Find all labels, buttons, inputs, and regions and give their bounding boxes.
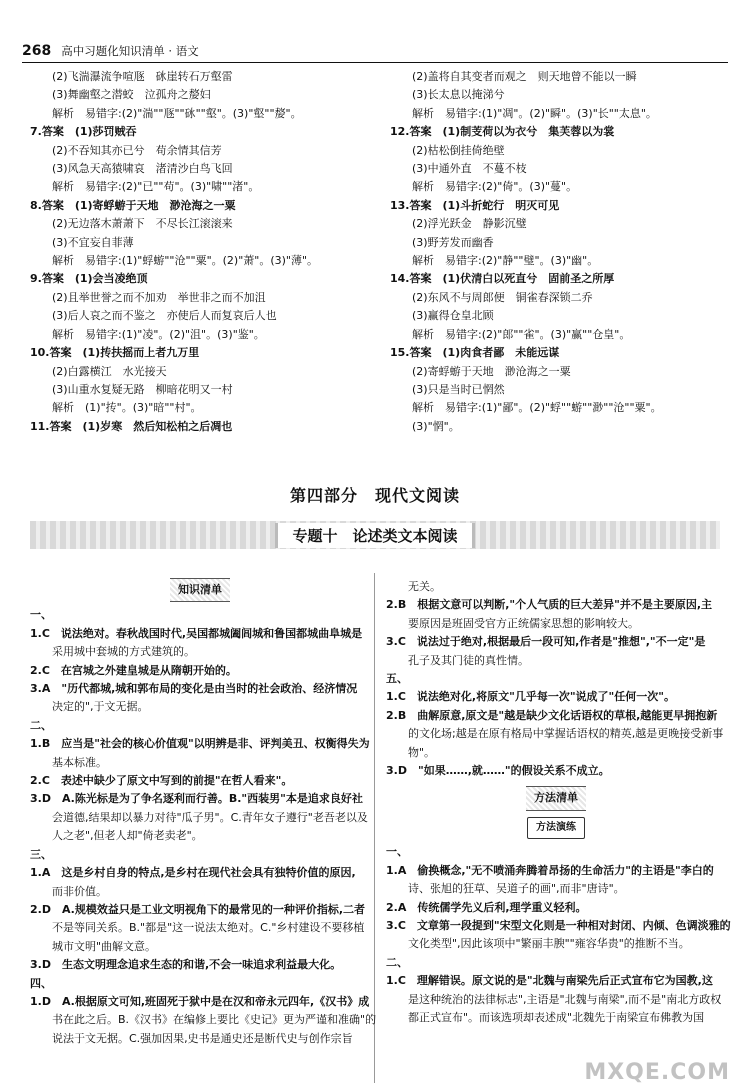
text-line: 1.D A.根据原文可知,班固死于狱中是在汉和帝永元四年,《汉书》成 bbox=[30, 994, 370, 1008]
text-line: (3)风急天高猿啸哀 渚清沙白鸟飞回 bbox=[52, 162, 233, 176]
text-line: (2)东风不与周郎便 铜雀春深锁二乔 bbox=[412, 290, 593, 304]
method-practice-label: 方法演练 bbox=[527, 817, 585, 839]
text-line: (2)无边落木萧萧下 不尽长江滚滚来 bbox=[52, 217, 233, 231]
bottom-left-column bbox=[30, 578, 377, 1048]
text-line: 3.D "如果……,就……"的假设关系不成立。 bbox=[386, 764, 610, 778]
text-line: 物"。 bbox=[408, 745, 436, 759]
topic-banner bbox=[30, 521, 720, 549]
text-line: (3)野芳发而幽香 bbox=[412, 235, 494, 249]
text-line: (3)舞幽壑之潜蛟 泣孤舟之嫠妇 bbox=[52, 88, 211, 102]
text-line: 3.D A.陈光标是为了争名逐利而行善。B."西装男"本是追求良好社 bbox=[30, 792, 363, 806]
text-line: 解析 易错字:(2)"已""苟"。(3)"啸""渚"。 bbox=[52, 180, 260, 194]
text-line: (3)只是当时已惘然 bbox=[412, 382, 505, 396]
text-line: 2.C 在宫城之外建皇城是从隋朝开始的。 bbox=[30, 663, 237, 677]
section-title: 第四部分 现代文阅读 bbox=[289, 486, 460, 505]
text-line: 解析 易错字:(1)"凋"。(2)"瞬"。(3)"长""太息"。 bbox=[412, 106, 657, 120]
text-line: 解析 易错字:(2)"静""璧"。(3)"幽"。 bbox=[412, 254, 599, 268]
page-number: 268 bbox=[22, 43, 52, 59]
text-line: 1.B 应当是"社会的核心价值观"以明辨是非、评判美丑、权衡得失为 bbox=[30, 737, 370, 751]
text-line: (3)"惘"。 bbox=[412, 419, 460, 433]
text-line: 2.B 曲解原意,原文是"越是缺少文化话语权的草根,越能更早拥抱新 bbox=[386, 708, 718, 722]
text-line: (2)寄蜉蝣于天地 渺沧海之一粟 bbox=[412, 364, 571, 378]
knowledge-list-continued bbox=[386, 578, 726, 780]
method-badge: 方法清单 bbox=[526, 786, 586, 810]
text-line: 15.答案 (1)肉食者鄙 未能远谋 bbox=[390, 346, 560, 360]
text-line: 2.B 根据文意可以判断,"个人气质的巨大差异"并不是主要原因,主 bbox=[386, 598, 713, 612]
text-line: 二、 bbox=[30, 718, 52, 732]
text-line: 二、 bbox=[386, 955, 408, 969]
text-line: (3)中通外直 不蔓不枝 bbox=[412, 162, 527, 176]
text-line: 采用城中套城的方式建筑的。 bbox=[52, 645, 195, 659]
text-line: (3)长太息以掩涕兮 bbox=[412, 88, 505, 102]
text-line: 1.C 理解错误。原文说的是"北魏与南梁先后正式宣布它为国教,这 bbox=[386, 974, 713, 988]
column-divider bbox=[374, 573, 375, 1083]
text-line: 1.C 说法绝对化,将原文"几乎每一次"说成了"任何一次"。 bbox=[386, 690, 676, 704]
text-line: (3)不宜妄自菲薄 bbox=[52, 235, 134, 249]
text-line: 的文化场;越是在原有格局中掌握话语权的精英,越是更晚接受新事 bbox=[408, 727, 724, 741]
text-line: 13.答案 (1)斗折蛇行 明灭可见 bbox=[390, 198, 560, 212]
text-line: 7.答案 (1)莎罚贼吞 bbox=[30, 125, 137, 139]
text-line: 一、 bbox=[30, 608, 52, 622]
book-title: 高中习题化知识清单 · 语文 bbox=[61, 44, 199, 58]
knowledge-list bbox=[30, 606, 377, 1048]
text-line: (2)且举世誉之而不加劝 举世非之而不加沮 bbox=[52, 290, 266, 304]
method-sub-wrap bbox=[386, 817, 726, 839]
text-line: 解析 易错字:(2)"郎""雀"。(3)"赢""仓皇"。 bbox=[412, 327, 631, 341]
text-line: 孔子及其门徒的真性情。 bbox=[408, 653, 529, 667]
top-right-column bbox=[390, 68, 730, 436]
text-line: 1.A 偷换概念,"无不喷涌奔腾着昂扬的生命活力"的主语是"李白的 bbox=[386, 863, 714, 877]
text-line: 书在此之后。B.《汉书》在编修上要比《史记》更为严谨和准确"的 bbox=[52, 1013, 377, 1027]
text-line: 是这种统治的法律标志",主语是"北魏与南梁",而不是"南北方政权 bbox=[408, 992, 722, 1006]
text-line: 3.D 生态文明理念追求生态的和谐,不会一味追求利益最大化。 bbox=[30, 958, 342, 972]
text-line: 1.A 这是乡村自身的特点,是乡村在现代社会具有独特价值的原因, bbox=[30, 866, 356, 880]
text-line: 1.C 说法绝对。春秋战国时代,吴国都城阖闾城和鲁国都城曲阜城是 bbox=[30, 626, 363, 640]
text-line: (3)赢得仓皇北顾 bbox=[412, 309, 494, 323]
text-line: (2)枯松倒挂倚绝壁 bbox=[412, 143, 505, 157]
text-line: 2.A 传统儒学先义后利,理学重义轻利。 bbox=[386, 900, 587, 914]
text-line: 基本标准。 bbox=[52, 755, 107, 769]
knowledge-badge-wrap bbox=[30, 578, 370, 602]
text-line: 要原因是班固受官方正统儒家思想的影响较大。 bbox=[408, 616, 639, 630]
text-line: 说法于文无据。C.强加因果,史书是通史还是断代史与创作宗旨 bbox=[52, 1031, 353, 1045]
text-line: 会道德,结果却以暴力对待"瓜子男"。C.青年女子遵行"老吾老以及 bbox=[52, 810, 368, 824]
topic-title: 专题十 论述类文本阅读 bbox=[275, 523, 474, 548]
text-line: (2)浮光跃金 静影沉璧 bbox=[412, 217, 527, 231]
text-line: 3.C 说法过于绝对,根据最后一段可知,作者是"推想","不一定"是 bbox=[386, 635, 706, 649]
text-line: 解析 易错字:(1)"凌"。(2)"沮"。(3)"鉴"。 bbox=[52, 327, 265, 341]
text-line: 文化类型",因此该项中"繁丽丰腴""雍容华贵"的推断不当。 bbox=[408, 937, 690, 951]
text-line: 3.A "历代都城,城和郭布局的变化是由当时的社会政治、经济情况 bbox=[30, 682, 358, 696]
method-list bbox=[386, 843, 731, 1027]
text-line: (2)不吞知其亦已兮 苟余情其信芳 bbox=[52, 143, 222, 157]
text-line: 无关。 bbox=[408, 580, 441, 593]
text-line: (2)盖将自其变者而观之 则天地曾不能以一瞬 bbox=[412, 70, 637, 83]
text-line: 2.D A.规模效益只是工业文明视角下的最常见的一种评价指标,二者 bbox=[30, 902, 366, 916]
text-line: 人之老",但老人却"倚老卖老"。 bbox=[52, 829, 203, 843]
text-line: 9.答案 (1)会当凌绝顶 bbox=[30, 272, 148, 286]
text-line: (3)后人哀之而不鉴之 亦使后人而复哀后人也 bbox=[52, 309, 277, 323]
text-line: (2)白露横江 水光接天 bbox=[52, 364, 167, 378]
text-line: 解析 (1)"抟"。(3)"暗""村"。 bbox=[52, 401, 202, 415]
text-line: 10.答案 (1)抟扶摇而上者九万里 bbox=[30, 346, 200, 360]
text-line: (3)山重水复疑无路 柳暗花明又一村 bbox=[52, 382, 233, 396]
knowledge-badge: 知识清单 bbox=[170, 578, 230, 602]
text-line: 城市文明"曲解文意。 bbox=[52, 939, 157, 953]
text-line: 11.答案 (1)岁寒 然后知松柏之后凋也 bbox=[30, 419, 233, 433]
top-left-column bbox=[30, 68, 370, 436]
text-line: 一、 bbox=[386, 845, 408, 859]
text-line: 都正式宣布"。而该选项却表述成"北魏先于南梁宣布佛教为国 bbox=[408, 1010, 705, 1024]
text-line: 决定的",于文无据。 bbox=[52, 700, 149, 714]
text-line: 四、 bbox=[30, 976, 52, 990]
text-line: (2)飞湍瀑流争喧豗 砯崖转石万壑雷 bbox=[52, 70, 233, 83]
text-line: 解析 易错字:(1)"鄙"。(2)"蜉""蝣""渺""沧""粟"。 bbox=[412, 401, 662, 415]
header-divider bbox=[22, 62, 728, 63]
text-line: 解析 易错字:(2)"湍""豗""砯""壑"。(3)"壑""嫠"。 bbox=[52, 106, 302, 120]
text-line: 3.C 文章第一段提到"宋型文化则是一种相对封闭、内倾、色调淡雅的 bbox=[386, 918, 731, 932]
text-line: 解析 易错字:(2)"倚"。(3)"蔓"。 bbox=[412, 180, 578, 194]
text-line: 12.答案 (1)制芰荷以为衣兮 集芙蓉以为裳 bbox=[390, 125, 615, 139]
text-line: 8.答案 (1)寄蜉蝣于天地 渺沧海之一粟 bbox=[30, 198, 236, 212]
method-badge-wrap bbox=[386, 786, 726, 810]
text-line: 三、 bbox=[30, 847, 52, 861]
page-header bbox=[22, 42, 199, 60]
bottom-right-column bbox=[386, 578, 731, 1027]
text-line: 解析 易错字:(1)"蜉蝣""沧""粟"。(2)"萧"。(3)"薄"。 bbox=[52, 254, 319, 268]
watermark: MXQE.COM bbox=[584, 1060, 730, 1085]
text-line: 诗、张旭的狂草、吴道子的画",而非"唐诗"。 bbox=[408, 882, 625, 896]
text-line: 14.答案 (1)伏清白以死直兮 固前圣之所厚 bbox=[390, 272, 615, 286]
text-line: 2.C 表述中缺少了原文中写到的前提"在哲人看来"。 bbox=[30, 774, 293, 788]
text-line: 五、 bbox=[386, 672, 408, 686]
text-line: 而非价值。 bbox=[52, 884, 107, 898]
text-line: 不是等同关系。B."都是"这一说法太绝对。C."乡村建设不要移植 bbox=[52, 921, 365, 935]
